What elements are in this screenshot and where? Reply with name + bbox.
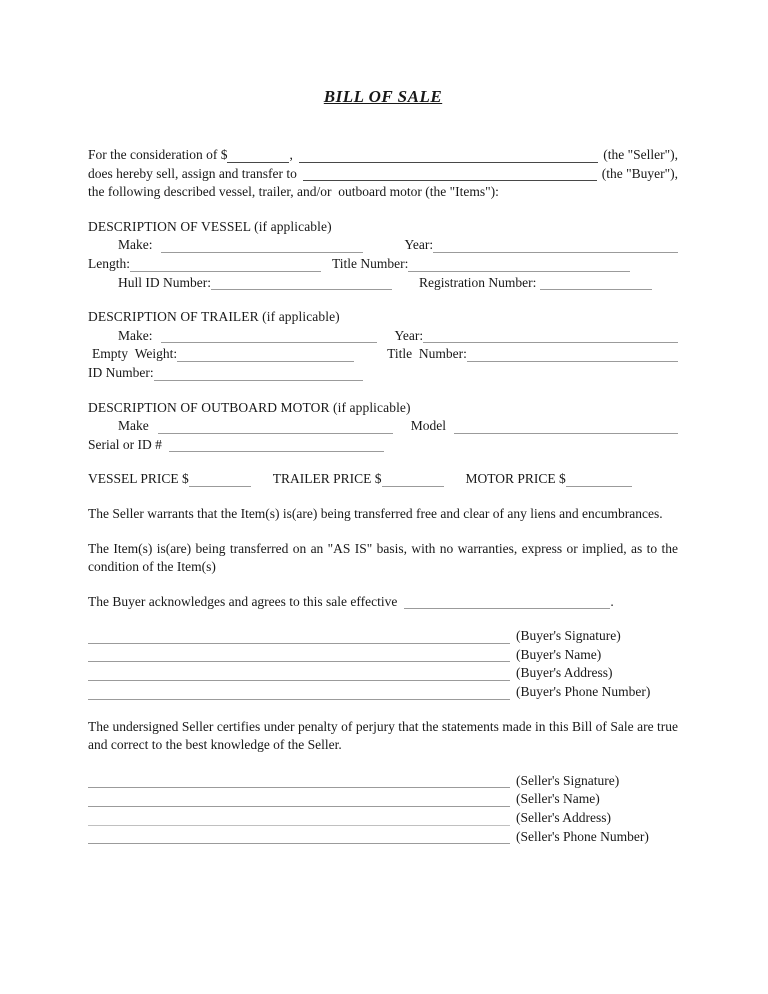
motor-make-field[interactable] [158,419,393,434]
trailer-price-field[interactable] [382,472,444,487]
seller-signature-block [88,772,678,846]
vessel-price-label: VESSEL PRICE $ [88,471,189,487]
effective-date-field[interactable] [404,594,610,609]
transfer-to-label: does hereby sell, assign and transfer to [88,165,297,181]
motor-serial-label: Serial or ID # [88,436,162,452]
intro-line-2 [88,165,678,184]
consideration-label: For the consideration of $ [88,147,228,162]
motor-model-field[interactable] [454,419,678,434]
motor-price-label: MOTOR PRICE $ [465,471,566,487]
trailer-id-number-field[interactable] [154,366,363,381]
period-text: . [610,593,614,609]
seller-name-label: (Seller's Name) [516,791,600,807]
motor-section [88,399,678,455]
vessel-make-label: Make: [118,237,153,253]
trailer-empty-weight-field[interactable] [177,347,354,362]
intro-paragraph [88,146,678,202]
seller-phone-field[interactable] [88,829,510,844]
page-title: BILL OF SALE [323,87,443,106]
vessel-length-label: Length: [88,255,130,271]
trailer-title-number-label: Title Number: [387,346,467,362]
motor-price-field[interactable] [566,472,632,487]
motor-row-serial [88,436,678,455]
vessel-year-label: Year: [404,237,434,253]
vessel-price-field[interactable] [189,472,251,487]
seller-address-label: (Seller's Address) [516,810,612,826]
seller-address-field[interactable] [88,811,510,826]
prices-row [88,470,678,489]
as-is-paragraph: The Item(s) is(are) being transferred on an "AS IS" basis, with no warranties, express or implied, as to the condition of the Item(s) [88,540,678,575]
seller-phone-label: (Seller's Phone Number) [516,828,649,844]
trailer-year-label: Year: [394,327,424,343]
buyer-signature-field[interactable] [88,629,510,644]
trailer-section [88,308,678,382]
seller-address-row [88,809,678,828]
vessel-row-length-title [88,255,678,274]
trailer-title-number-field[interactable] [467,347,678,362]
seller-suffix-label: (the "Seller"), [603,147,678,162]
buyer-name-field[interactable] [303,166,597,181]
buyer-address-row [88,664,678,683]
trailer-empty-weight-label: Empty Weight: [92,346,178,362]
trailer-row-make-year [88,327,678,346]
consideration-amount-field[interactable] [227,148,289,163]
effective-date-row [88,593,678,612]
intro-line-3: the following described vessel, trailer, and/or outboard motor (the "Items"): [88,184,499,200]
buyer-name-field-line[interactable] [88,647,510,662]
trailer-year-field[interactable] [423,328,678,343]
buyer-signature-label: (Buyer's Signature) [516,628,621,644]
vessel-hull-id-label: Hull ID Number: [118,274,211,290]
seller-name-field[interactable] [299,148,598,163]
vessel-row-make-year [88,236,678,255]
motor-model-label: Model [410,418,446,434]
buyer-signature-row [88,627,678,646]
trailer-heading: DESCRIPTION OF TRAILER (if applicable) [88,309,340,325]
intro-line-1 [88,146,678,165]
vessel-hull-id-field[interactable] [211,275,392,290]
vessel-row-hull-registration [88,274,678,293]
seller-name-row [88,790,678,809]
motor-serial-field[interactable] [169,437,384,452]
seller-name-field-line[interactable] [88,792,510,807]
buyer-phone-row [88,683,678,702]
buyer-name-label: (Buyer's Name) [516,646,602,662]
buyer-phone-field[interactable] [88,685,510,700]
effective-date-label: The Buyer acknowledges and agrees to this sale effective [88,593,398,609]
buyer-address-label: (Buyer's Address) [516,665,613,681]
vessel-year-field[interactable] [433,238,678,253]
buyer-suffix-label: (the "Buyer"), [601,165,678,181]
buyer-address-field[interactable] [88,666,510,681]
comma-text: , [289,147,293,162]
buyer-name-row [88,646,678,665]
seller-certification-paragraph: The undersigned Seller certifies under penalty of perjury that the statements made in this Bill of Sale are true and correct to the best knowledge of the Seller. [88,718,678,753]
vessel-length-field[interactable] [130,257,321,272]
vessel-heading: DESCRIPTION OF VESSEL (if applicable) [88,218,332,234]
trailer-row-weight-title [88,345,678,364]
seller-signature-field[interactable] [88,773,510,788]
trailer-make-field[interactable] [161,328,377,343]
motor-row-make-model [88,417,678,436]
seller-phone-row [88,828,678,847]
trailer-row-id [88,364,678,383]
warranty-paragraph: The Seller warrants that the Item(s) is(are) being transferred free and clear of any liens and encumbrances. [88,505,663,521]
vessel-title-number-field[interactable] [408,257,630,272]
seller-signature-row [88,772,678,791]
vessel-make-field[interactable] [161,238,363,253]
motor-heading: DESCRIPTION OF OUTBOARD MOTOR (if applicable) [88,399,411,415]
buyer-phone-label: (Buyer's Phone Number) [516,684,651,700]
buyer-signature-block [88,627,678,701]
vessel-registration-label: Registration Number: [418,274,537,290]
seller-signature-label: (Seller's Signature) [516,772,620,788]
trailer-id-number-label: ID Number: [88,364,154,380]
vessel-title-number-label: Title Number: [332,255,409,271]
vessel-section [88,218,678,292]
trailer-price-label: TRAILER PRICE $ [272,471,382,487]
trailer-make-label: Make: [118,327,153,343]
vessel-registration-field[interactable] [540,275,652,290]
motor-make-label: Make [118,418,149,434]
